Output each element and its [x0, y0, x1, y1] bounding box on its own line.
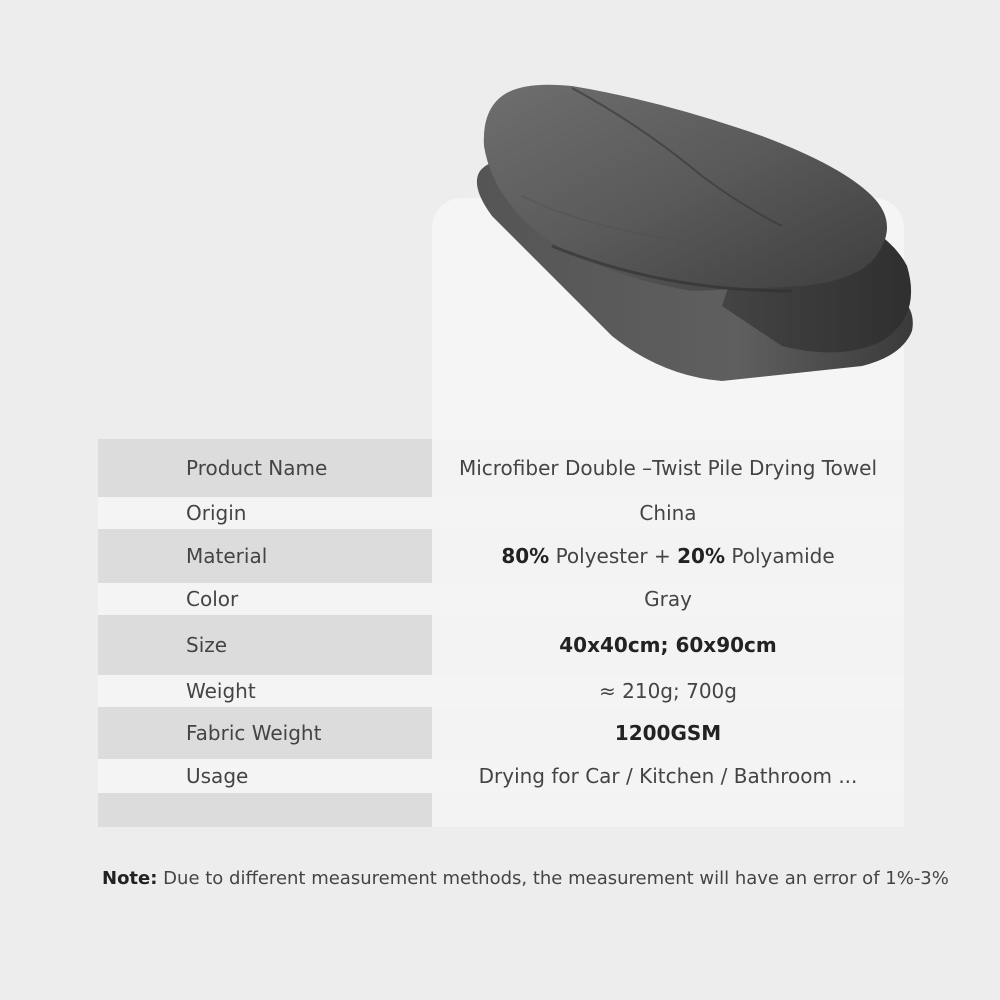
spec-row-empty	[98, 793, 904, 827]
measurement-note	[102, 868, 982, 889]
spec-value: ≈ 210g; 700g	[599, 679, 737, 703]
spec-row-usage	[98, 759, 904, 793]
folded-towel-photo	[462, 76, 932, 406]
spec-value: Gray	[644, 587, 692, 611]
spec-label: Product Name	[186, 456, 328, 480]
spec-label: Color	[186, 587, 239, 611]
spec-label-empty	[98, 793, 432, 827]
spec-row-fabric-weight	[98, 707, 904, 759]
note-label: Note:	[102, 868, 158, 889]
material-part-2: Polyamide	[725, 544, 835, 568]
spec-value: 1200GSM	[432, 707, 904, 759]
spec-row-origin	[98, 497, 904, 529]
spec-value: Microfiber Double –Twist Pile Drying Towel	[432, 439, 904, 497]
spec-value: Drying for Car / Kitchen / Bathroom ...	[478, 764, 858, 788]
spec-label: Size	[186, 633, 228, 657]
material-part-1: Polyester +	[549, 544, 678, 568]
spec-row-weight	[98, 675, 904, 707]
spec-label: Weight	[186, 679, 256, 703]
spec-value: China	[639, 501, 697, 525]
towel-icon	[462, 76, 932, 406]
spec-value: 40x40cm; 60x90cm	[432, 615, 904, 675]
material-pct-1: 80%	[501, 544, 550, 568]
spec-row-color	[98, 583, 904, 615]
spec-row-size	[98, 615, 904, 675]
spec-row-product-name	[98, 439, 904, 497]
spec-value-empty	[432, 793, 904, 827]
spec-value	[432, 529, 904, 583]
note-text: Due to different measurement methods, the measurement will have an error of 1%-3%	[157, 868, 949, 889]
spec-label: Usage	[186, 764, 249, 788]
spec-label: Origin	[186, 501, 247, 525]
spec-label: Fabric Weight	[186, 721, 322, 745]
spec-row-material	[98, 529, 904, 583]
spec-label: Material	[186, 544, 268, 568]
material-pct-2: 20%	[677, 544, 725, 568]
spec-table	[98, 439, 904, 827]
